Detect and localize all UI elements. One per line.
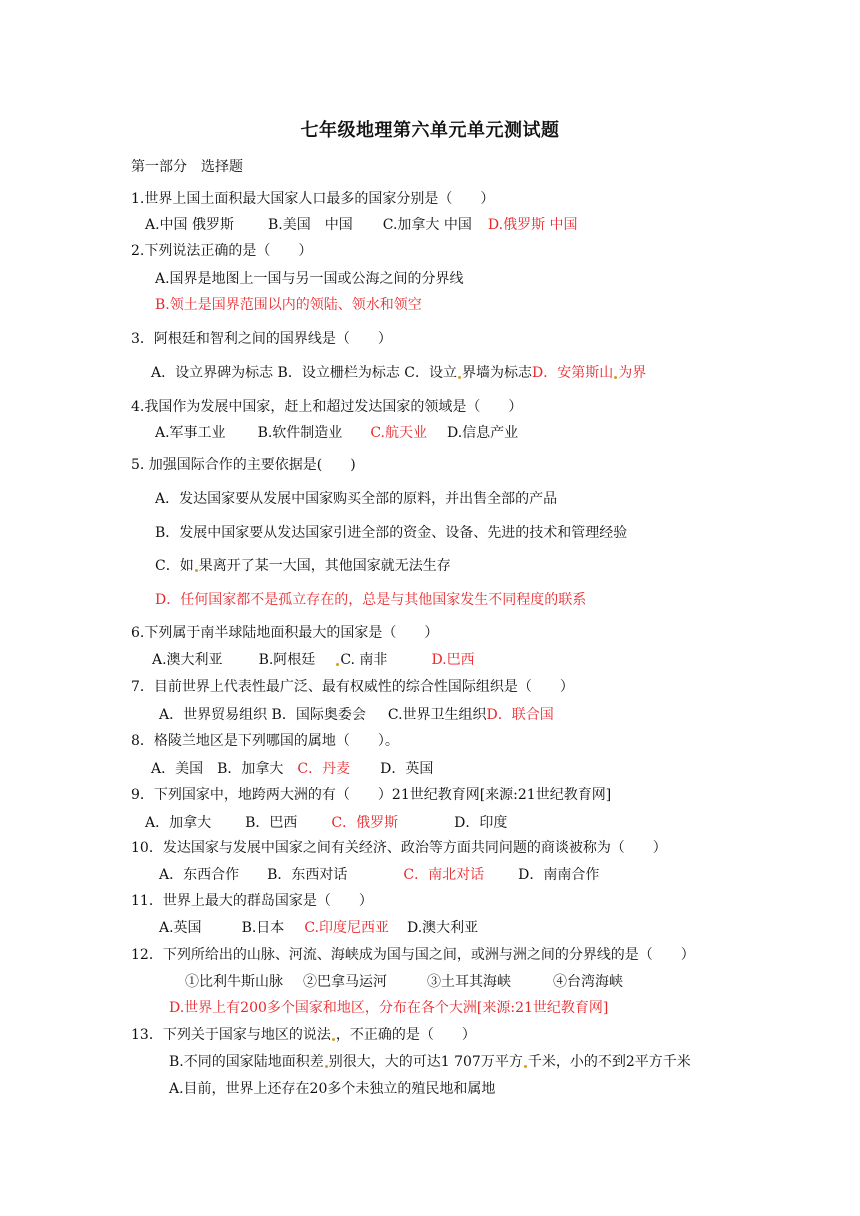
question-12-items xyxy=(185,973,623,991)
question-5-option-d-answer: D．任何国家都不是孤立存在的，总是与其他国家发生不同程度的联系 xyxy=(155,592,587,608)
section-heading: 第一部分 选择题 xyxy=(131,159,243,175)
question-10-stem: 10．发达国家与发展中国家之间有关经济、政治等方面共同问题的商谈被称为（ ） xyxy=(131,840,667,856)
option-d: D.信息产业 xyxy=(446,425,519,441)
ink-mark xyxy=(336,663,339,666)
option-d: D．南南合作 xyxy=(518,867,600,883)
question-11-stem: 11．世界上最大的群岛国家是（ ） xyxy=(131,893,373,909)
option-c: C.世界卫生组织 xyxy=(387,707,487,723)
question-5-option-b: B．发展中国家要从发达国家引进全部的资金、设备、先进的技术和管理经验 xyxy=(155,525,628,541)
option-d: D.澳大利亚 xyxy=(406,920,479,936)
ink-mark xyxy=(614,376,617,379)
option-a: A.中国 俄罗斯 xyxy=(145,217,235,233)
options-ab: A．美国 B．加拿大 xyxy=(151,761,284,777)
question-2-option-a: A.国界是地图上一国与另一国或公海之间的分界线 xyxy=(155,271,464,287)
option-b: B．巴西 xyxy=(245,815,298,831)
ink-mark xyxy=(458,376,461,379)
question-13-option-b: B.不同的国家陆地面积差 别很大，大的可达1 707万平方 千米，小的不到2平方千米 xyxy=(169,1054,691,1070)
item-2: ②巴拿马运河 xyxy=(303,974,387,990)
option-d-answer: D.俄罗斯 中国 xyxy=(487,217,578,233)
option-b: B.软件制造业 xyxy=(257,425,343,441)
question-2-stem: 2.下列说法正确的是（ ） xyxy=(131,243,313,259)
ink-mark xyxy=(195,569,198,572)
ink-mark xyxy=(332,1038,335,1041)
option-a: A.澳大利亚 xyxy=(152,652,223,668)
question-4-stem: 4.我国作为发展中国家，赶上和超过发达国家的领域是（ ） xyxy=(131,399,523,415)
option-a: A．加拿大 xyxy=(145,815,212,831)
option-a: A．东西合作 xyxy=(159,867,240,883)
ink-mark xyxy=(524,1065,527,1068)
option-d-answer: D．安第斯山 为界 xyxy=(532,365,647,381)
option-c-answer: C．俄罗斯 xyxy=(331,815,399,831)
option-c: C. 南非 xyxy=(340,652,388,668)
option-d-answer: D.巴西 xyxy=(431,652,475,668)
option-b: B.日本 xyxy=(241,920,285,936)
question-7-options xyxy=(159,706,554,724)
question-3-options: A．设立界碑为标志 B．设立栅栏为标志 C．设立 界墙为标志D．安第斯山 为界 xyxy=(151,365,647,381)
question-5-stem: 5. 加强国际合作的主要依据是( ) xyxy=(131,457,356,473)
option-c-answer: C．丹麦 xyxy=(297,761,351,777)
question-1-stem: 1.世界上国土面积最大国家人口最多的国家分别是（ ） xyxy=(131,191,495,207)
option-b: B．东西对话 xyxy=(267,867,348,883)
question-11-options xyxy=(159,919,478,937)
option-a: A.英国 xyxy=(159,920,202,936)
question-4-options xyxy=(155,424,518,442)
item-3: ③土耳其海峡 xyxy=(427,974,511,990)
option-d: D．印度 xyxy=(454,815,508,831)
option-d: D．英国 xyxy=(380,761,434,777)
ink-mark xyxy=(325,1065,328,1068)
question-9-options xyxy=(145,814,507,832)
question-6-options xyxy=(152,651,475,669)
option-b: B.阿根廷 xyxy=(258,652,316,668)
option-b: B.美国 中国 xyxy=(268,217,353,233)
question-9-stem: 9．下列国家中，地跨两大洲的有（ ）21世纪教育网[来源:21世纪教育网] xyxy=(131,787,612,803)
option-c-answer: C．南北对话 xyxy=(403,867,485,883)
question-5-option-c: C．如 果离开了某一大国，其他国家就无法生存 xyxy=(155,558,451,574)
question-12-option-d-answer: D.世界上有200多个国家和地区，分布在各个大洲[来源:21世纪教育网] xyxy=(169,1000,609,1016)
options-ab: A．世界贸易组织 B．国际奥委会 xyxy=(159,707,366,723)
option-c: C.加拿大 中国 xyxy=(382,217,472,233)
question-13-stem: 13．下列关于国家与地区的说法 ，不正确的是（ ） xyxy=(131,1027,476,1043)
option-c-answer: C.印度尼西亚 xyxy=(304,920,389,936)
question-5-option-a: A．发达国家要从发展中国家购买全部的原料，并出售全部的产品 xyxy=(155,491,558,507)
question-6-stem: 6.下列属于南半球陆地面积最大的国家是（ ） xyxy=(131,625,439,641)
option-a: A.军事工业 xyxy=(155,425,226,441)
page-title: 七年级地理第六单元单元测试题 xyxy=(300,120,560,141)
question-13-option-a: A.目前，世界上还存在20多个未独立的殖民地和属地 xyxy=(169,1081,496,1097)
option-d-answer: D．联合国 xyxy=(486,707,554,723)
item-4: ④台湾海峡 xyxy=(553,974,623,990)
question-8-stem: 8．格陵兰地区是下列哪国的属地（ ）。 xyxy=(131,733,399,749)
question-3-stem: 3．阿根廷和智利之间的国界线是（ ） xyxy=(131,331,392,347)
option-c-answer: C.航天业 xyxy=(370,425,427,441)
question-1-options xyxy=(145,216,578,234)
question-10-options xyxy=(159,866,599,884)
item-1: ①比利牛斯山脉 xyxy=(185,974,283,990)
question-2-option-b-answer: B.领土是国界范围以内的领陆、领水和领空 xyxy=(155,297,422,313)
options-abc: A．设立界碑为标志 B．设立栅栏为标志 C．设立 xyxy=(151,365,458,381)
question-7-stem: 7．目前世界上代表性最广泛、最有权威性的综合性国际组织是（ ） xyxy=(131,679,574,695)
question-8-options xyxy=(151,760,433,778)
question-12-stem: 12．下列所给出的山脉、河流、海峡成为国与国之间，或洲与洲之间的分界线的是（ ） xyxy=(131,947,695,963)
